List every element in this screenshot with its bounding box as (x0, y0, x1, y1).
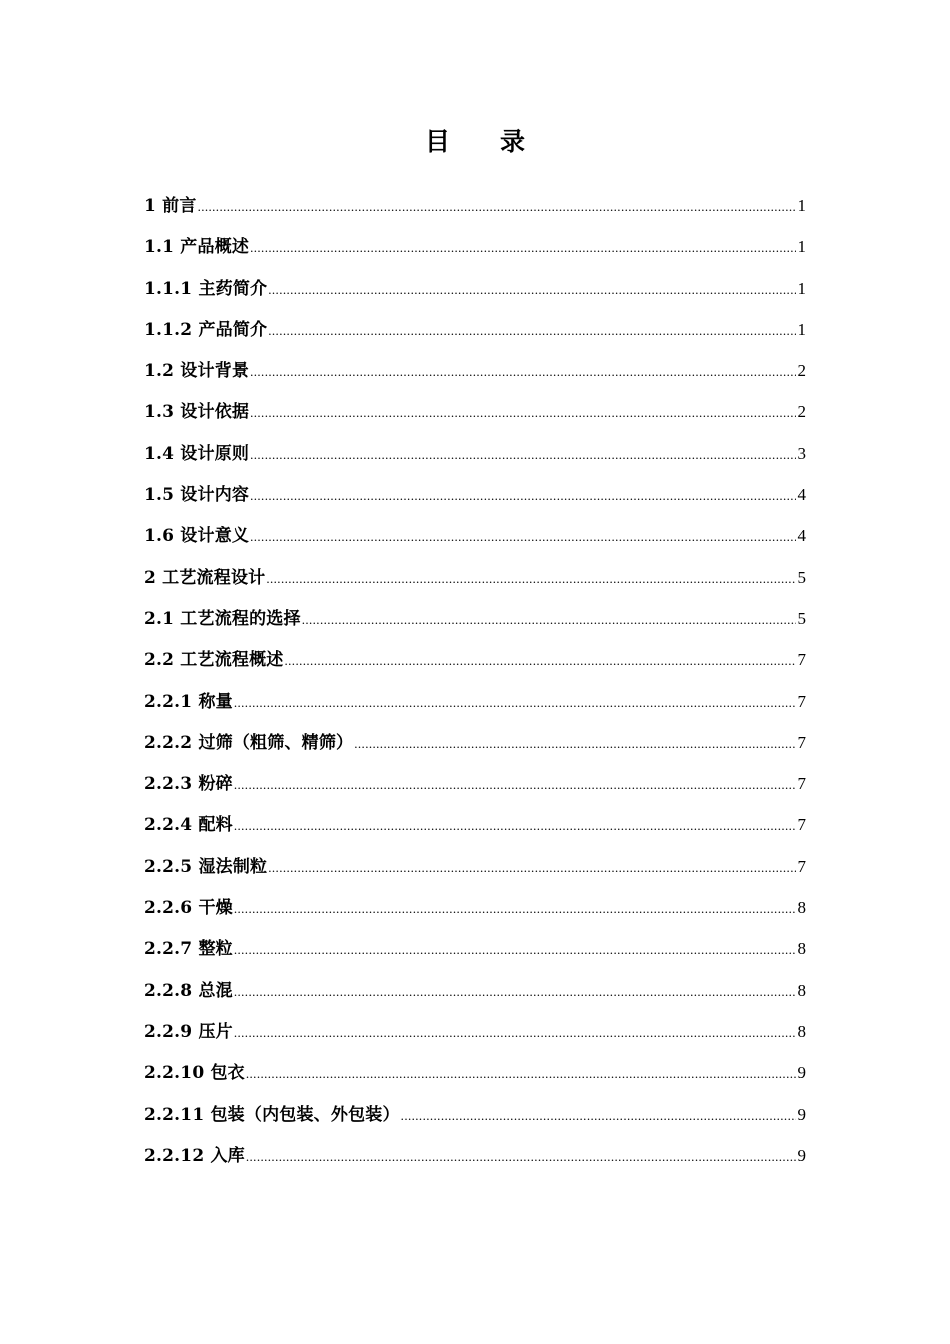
toc-entry[interactable] (144, 312, 806, 353)
toc-dot-leader (302, 602, 796, 638)
toc-dot-leader (354, 726, 796, 762)
toc-dot-leader (234, 767, 796, 803)
toc-entry-label: 2.2.10 包衣 (144, 1063, 245, 1084)
toc-dot-leader (268, 313, 796, 349)
toc-entry[interactable] (144, 601, 806, 642)
table-of-contents (144, 188, 806, 1179)
toc-dot-leader (250, 230, 796, 266)
toc-entry[interactable] (144, 1138, 806, 1179)
toc-entry-label: 2.2.1 称量 (144, 691, 233, 712)
toc-dot-leader (401, 1098, 796, 1134)
toc-dot-leader (234, 808, 796, 844)
toc-entry[interactable] (144, 725, 806, 766)
toc-entry-label: 1.1 产品概述 (144, 237, 250, 258)
toc-entry-page-number: 5 (797, 608, 806, 628)
toc-entry[interactable] (144, 973, 806, 1014)
toc-entry-label: 2.2.12 入库 (144, 1145, 245, 1166)
toc-entry-label: 1.5 设计内容 (144, 485, 250, 506)
toc-entry[interactable] (144, 807, 806, 848)
toc-entry[interactable] (144, 642, 806, 683)
toc-entry-label: 2.2.9 压片 (144, 1021, 233, 1042)
toc-dot-leader (250, 519, 796, 555)
toc-entry-page-number: 7 (797, 732, 806, 752)
toc-entry-label: 1.2 设计背景 (144, 361, 250, 382)
page-title: 目 录 (424, 127, 525, 156)
toc-entry-page-number: 4 (797, 485, 806, 505)
toc-entry-label: 2.2.2 过筛（粗筛、精筛） (144, 732, 354, 753)
toc-entry-label: 2.1 工艺流程的选择 (144, 608, 301, 629)
toc-entry-page-number: 7 (797, 650, 806, 670)
toc-dot-leader (234, 974, 796, 1010)
toc-entry-page-number: 1 (797, 278, 806, 298)
toc-entry-label: 1 前言 (144, 196, 197, 216)
toc-entry-label: 2.2 工艺流程概述 (144, 650, 284, 671)
toc-entry-page-number: 2 (797, 402, 806, 422)
toc-entry-label: 2.2.3 粉碎 (144, 774, 233, 795)
toc-entry[interactable] (144, 353, 806, 394)
toc-entry[interactable] (144, 271, 806, 312)
toc-entry-page-number: 1 (797, 319, 806, 339)
toc-entry-page-number: 5 (797, 567, 806, 587)
toc-entry-label: 2.2.6 干燥 (144, 898, 233, 919)
toc-entry-page-number: 1 (797, 196, 806, 215)
toc-dot-leader (250, 354, 796, 390)
toc-entry-page-number: 1 (797, 237, 806, 257)
toc-entry-page-number: 2 (797, 361, 806, 381)
toc-entry[interactable] (144, 1055, 806, 1096)
toc-entry-page-number: 8 (797, 980, 806, 1000)
toc-dot-leader (285, 643, 797, 679)
toc-dot-leader (234, 685, 796, 721)
toc-entry-label: 2.2.7 整粒 (144, 939, 233, 960)
toc-dot-leader (234, 932, 796, 968)
toc-entry-page-number: 4 (797, 526, 806, 546)
toc-entry-page-number: 8 (797, 1021, 806, 1041)
toc-entry-page-number: 7 (797, 815, 806, 835)
toc-entry[interactable] (144, 394, 806, 435)
toc-entry[interactable] (144, 518, 806, 559)
toc-entry[interactable] (144, 1014, 806, 1055)
toc-dot-leader (234, 891, 796, 927)
toc-entry[interactable] (144, 684, 806, 725)
toc-entry-page-number: 7 (797, 691, 806, 711)
toc-entry-label: 2.2.8 总混 (144, 980, 233, 1001)
toc-entry[interactable] (144, 931, 806, 972)
toc-dot-leader (198, 189, 796, 225)
toc-entry-page-number: 9 (797, 1063, 806, 1083)
toc-entry[interactable] (144, 890, 806, 931)
toc-entry-label: 1.1.2 产品简介 (144, 319, 268, 340)
toc-entry-page-number: 7 (797, 856, 806, 876)
toc-dot-leader (246, 1139, 796, 1175)
toc-entry-label: 2.2.4 配料 (144, 815, 233, 836)
toc-entry-page-number: 8 (797, 939, 806, 959)
toc-entry-page-number: 8 (797, 898, 806, 918)
toc-dot-leader (268, 272, 796, 308)
toc-dot-leader (246, 1056, 796, 1092)
toc-entry[interactable] (144, 477, 806, 518)
toc-dot-leader (268, 850, 796, 886)
toc-entry[interactable] (144, 436, 806, 477)
toc-dot-leader (266, 561, 796, 597)
toc-entry[interactable] (144, 849, 806, 890)
toc-entry-label: 1.3 设计依据 (144, 402, 250, 423)
toc-dot-leader (250, 478, 796, 514)
toc-entry-label: 2.2.11 包装（内包装、外包装） (144, 1104, 400, 1125)
toc-entry[interactable] (144, 1097, 806, 1138)
toc-entry[interactable] (144, 560, 806, 601)
toc-dot-leader (234, 1015, 796, 1051)
toc-entry-label: 1.1.1 主药简介 (144, 278, 268, 299)
toc-entry-page-number: 3 (797, 443, 806, 463)
toc-entry[interactable] (144, 229, 806, 270)
toc-entry-page-number: 7 (797, 774, 806, 794)
toc-dot-leader (250, 395, 796, 431)
toc-entry-label: 1.4 设计原则 (144, 443, 250, 464)
toc-entry[interactable] (144, 188, 806, 229)
toc-dot-leader (250, 437, 796, 473)
toc-entry-page-number: 9 (797, 1104, 806, 1124)
toc-entry-label: 2 工艺流程设计 (144, 567, 266, 588)
toc-entry-label: 1.6 设计意义 (144, 526, 250, 547)
toc-entry[interactable] (144, 766, 806, 807)
toc-entry-label: 2.2.5 湿法制粒 (144, 856, 268, 877)
toc-entry-page-number: 9 (797, 1145, 806, 1165)
